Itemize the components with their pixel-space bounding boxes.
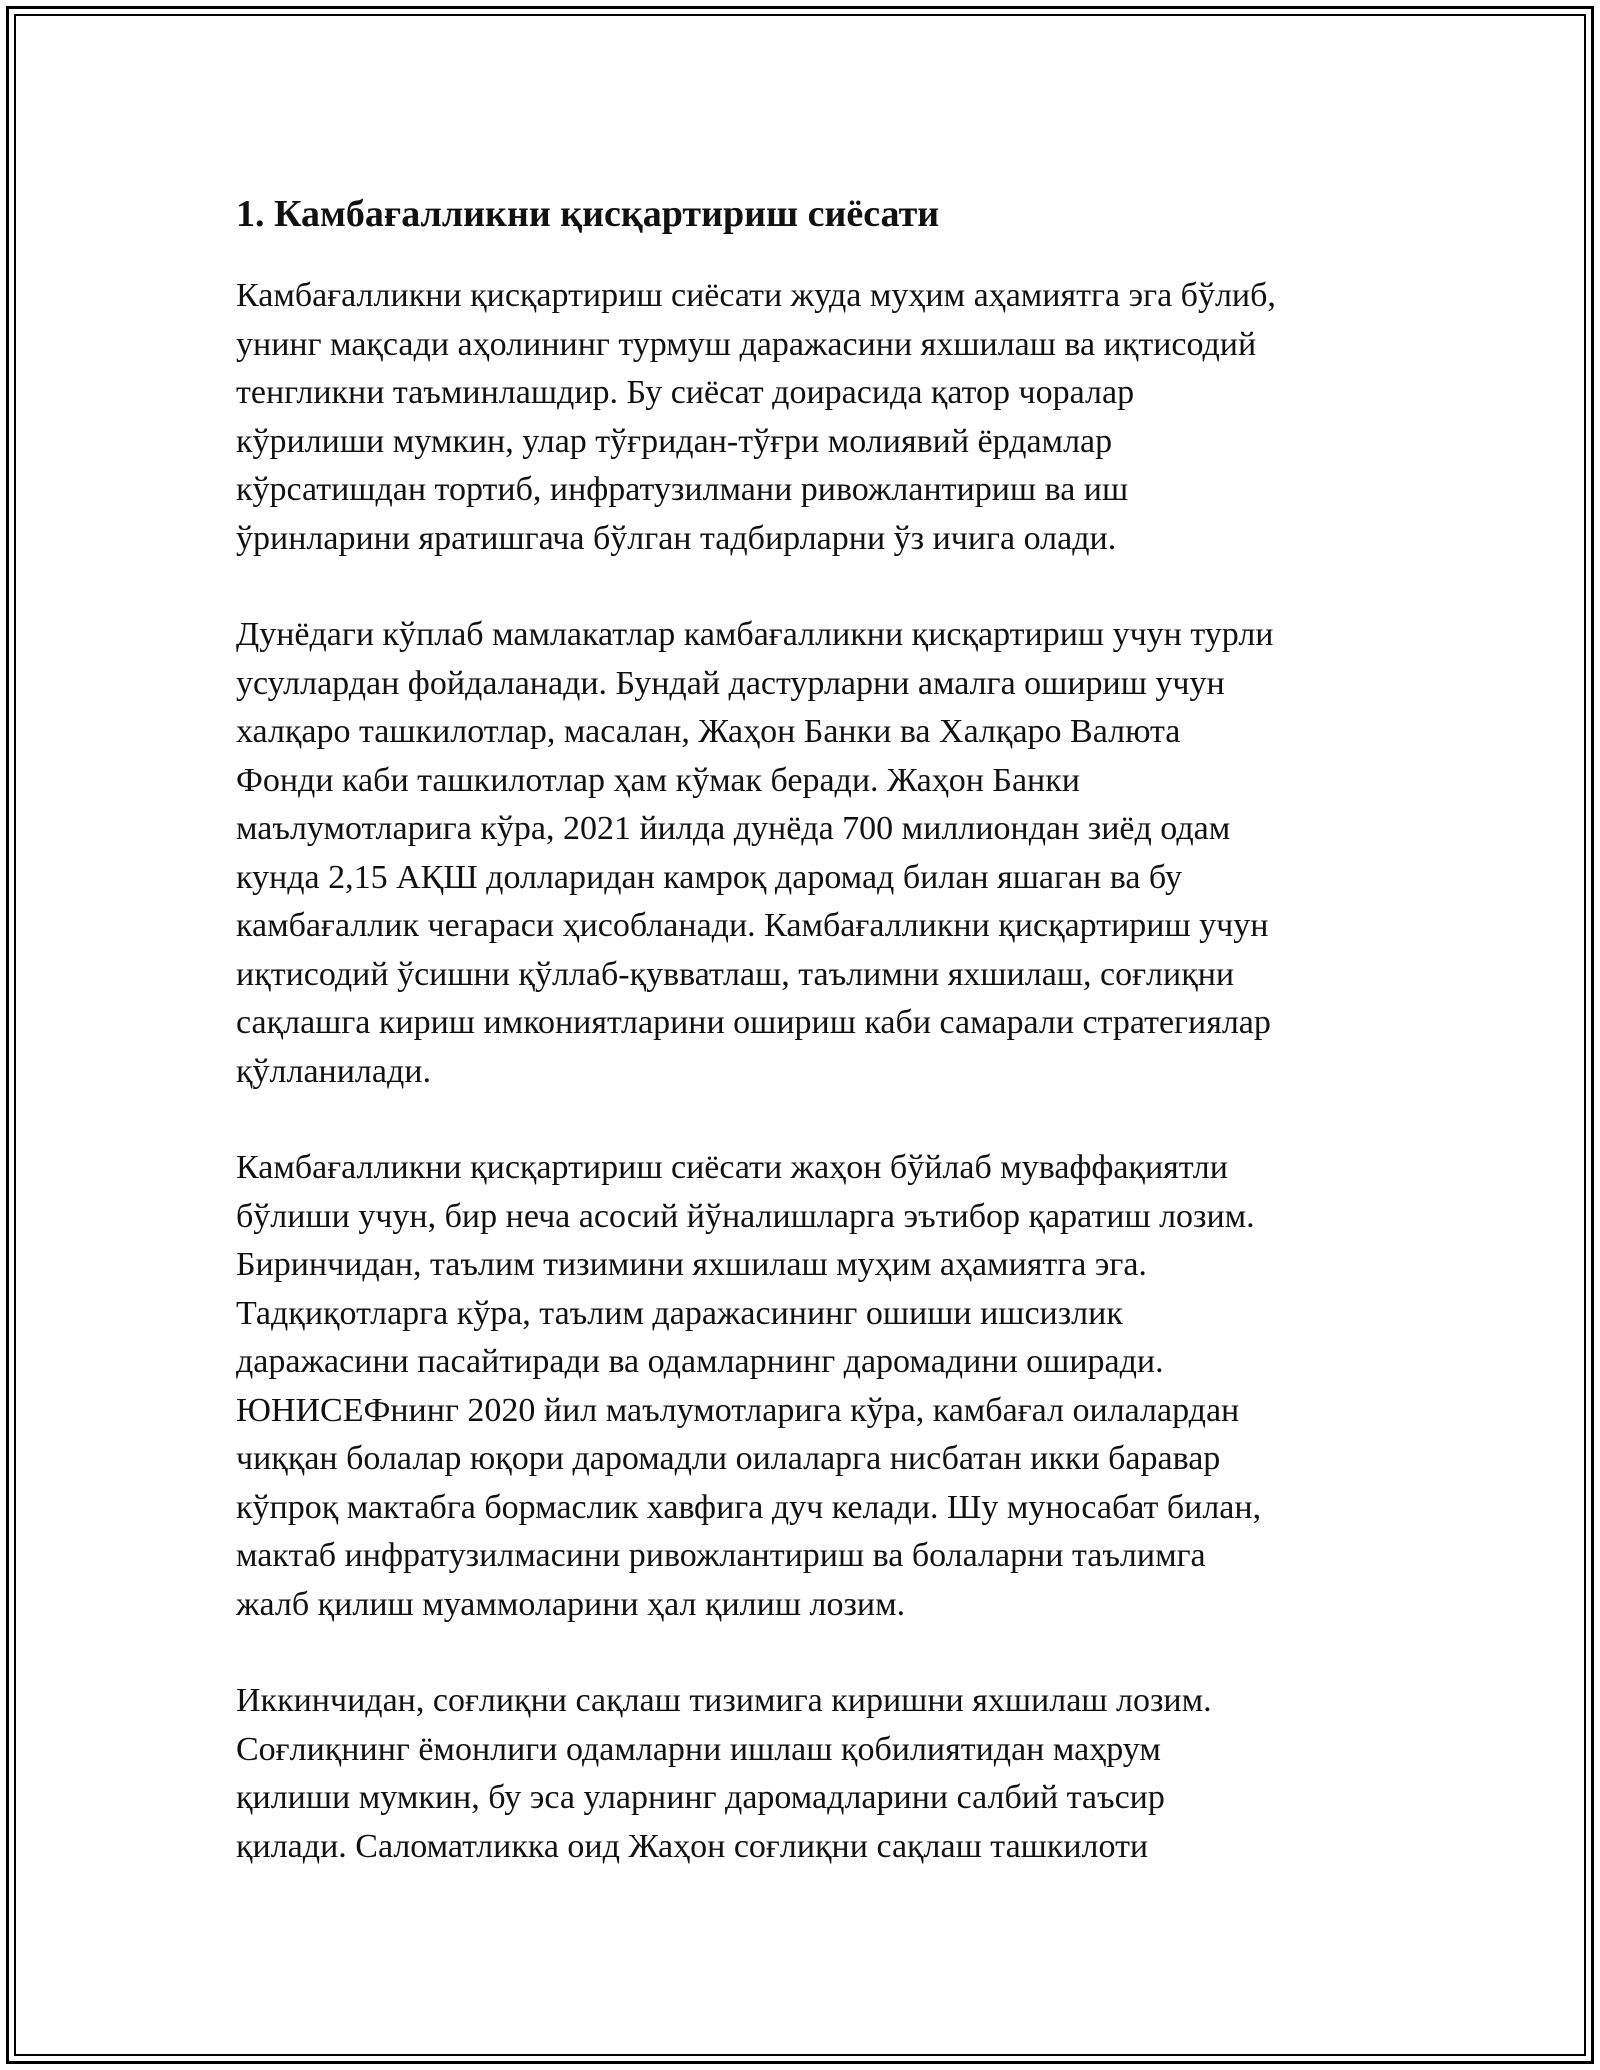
paragraph-3: Камбағалликни қисқартириш сиёсати жаҳон бўйлаб муваффақиятли бўлиши учун, бир неча асосий йўналишларга эътибор қаратиш лозим. Биринчидан, таълим тизимини яхшилаш муҳим аҳамиятга эга. Тадқиқотларга кўра, таълим даражасининг ошиши ишсизлик даражасини пасайтиради ва одамларнинг даромадини оширади. ЮНИСЕФнинг 2020 йил маълумотларига кўра, камбағал оилалардан чиққан болалар юқори даромадли оилаларга нисбатан икки баравар кўпроқ мактабга бормаслик хавфига дуч келади. Шу муносабат билан, мактаб инфратузилмасини ривожлантириш ва болаларни таълимга жалб қилиш муаммоларини ҳал қилиш лозим. bbox=[236, 1149, 1262, 1623]
paragraph-4: Иккинчидан, соғлиқни сақлаш тизимига киришни яхшилаш лозим. Соғлиқнинг ёмонлиги одамларни ишлаш қобилиятидан маҳрум қилиши мумкин, бу эса уларнинг даромадларини салбий таъсир қилади. Саломатликка оид Жаҳон соғлиқни сақлаш ташкилоти bbox=[236, 1682, 1212, 1865]
paragraph-1: Камбағалликни қисқартириш сиёсати жуда муҳим аҳамиятга эга бўлиб, унинг мақсади аҳолининг турмуш даражасини яхшилаш ва иқтисодий тенгликни таъминлашдир. Бу сиёсат доирасида қатор чоралар кўрилиши мумкин, улар тўғридан-тўғри молиявий ёрдамлар кўрсатишдан тортиб, инфратузилмани ривожлантириш ва иш ўринларини яратишгача бўлган тадбирларни ўз ичига олади. bbox=[236, 277, 1276, 557]
paragraph-2: Дунёдаги кўплаб мамлакатлар камбағалликни қисқартириш учун турли усуллардан фойдаланади. Бундай дастурларни амалга ошириш учун халқаро ташкилотлар, масалан, Жаҳон Банки ва Халқаро Валюта Фонди каби ташкилотлар ҳам кўмак беради. Жаҳон Банки маълумотларига кўра, 2021 йилда дунёда 700 миллиондан зиёд одам кунда 2,15 АҚШ долларидан камроқ даромад билан яшаган ва бу камбағаллик чегараси ҳисобланади. Камбағалликни қисқартириш учун иқтисодий ўсишни қўллаб-қувватлаш, таълимни яхшилаш, соғлиқни сақлашга кириш имкониятларини ошириш каби самарали стратегиялар қўлланилади. bbox=[236, 616, 1274, 1090]
document-body bbox=[236, 184, 1366, 1919]
section-heading: 1. Камбағалликни қисқартириш сиёсати bbox=[236, 193, 940, 235]
